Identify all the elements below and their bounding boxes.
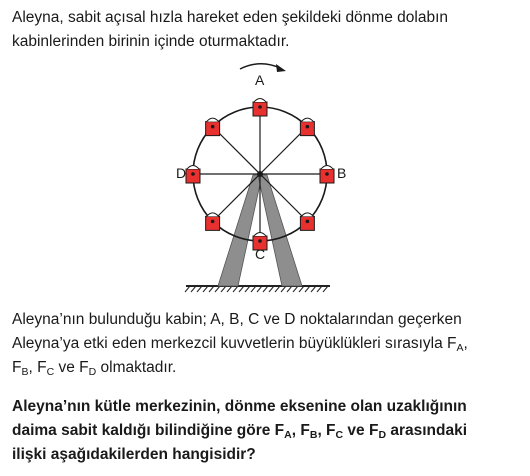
body-line-2: Aleyna’ya etki eden merkezcil kuvvetlerin büyüklükleri sırasıyla F — [12, 335, 457, 352]
cabin — [206, 118, 220, 135]
subscript-d: D — [88, 366, 97, 378]
force-f: , F — [317, 422, 336, 439]
intro-paragraph — [12, 6, 520, 54]
question-line-2-end: arasındaki — [386, 422, 468, 439]
cabin — [300, 118, 314, 135]
description-paragraph — [12, 308, 520, 380]
ground — [185, 286, 330, 292]
force-f: F — [12, 359, 22, 376]
cabin — [206, 213, 220, 231]
cabin — [320, 166, 334, 184]
subscript-a: A — [456, 342, 464, 354]
force-f: F — [37, 359, 47, 376]
label-c: C — [255, 246, 266, 262]
cabin — [253, 99, 267, 117]
force-f: , F — [291, 422, 310, 439]
ferris-wheel-figure — [0, 55, 530, 305]
subscript-b: B — [309, 429, 318, 441]
wheel-hub — [257, 171, 263, 177]
question-line-2: daima sabit kaldığı bilindiğine göre F — [12, 422, 285, 439]
cabin — [300, 213, 314, 231]
subscript-c: C — [335, 429, 344, 441]
conjunction: ve — [54, 359, 80, 376]
subscript-b: B — [21, 366, 29, 378]
label-a: A — [255, 72, 265, 88]
intro-line-1: Aleyna, sabit açısal hızla hareket eden şekildeki dönme dolabın — [12, 9, 448, 26]
force-f: ve F — [343, 422, 379, 439]
rotation-arrowhead — [276, 64, 286, 72]
question-line-1: Aleyna’nın kütle merkezinin, dönme eksenine olan uzaklığının — [12, 398, 467, 415]
rotation-arrow-icon — [240, 64, 280, 69]
subscript-d: D — [378, 429, 387, 441]
label-b: B — [337, 165, 347, 181]
comma: , — [28, 359, 38, 376]
force-f: F — [79, 359, 89, 376]
cabin — [186, 166, 200, 184]
body-line-1: Aleyna’nın bulunduğu kabin; A, B, C ve D noktalarından geçerken — [12, 311, 462, 328]
question-paragraph — [12, 395, 520, 467]
intro-line-2: kabinlerinden birinin içinde oturmaktadır. — [12, 33, 290, 50]
label-d: D — [176, 165, 187, 181]
subscript-c: C — [46, 366, 55, 378]
subscript-a: A — [284, 429, 292, 441]
comma: , — [463, 335, 468, 352]
body-line-3-end: olmaktadır. — [96, 359, 177, 376]
question-line-3: ilişki aşağıdakilerden hangisidir? — [12, 446, 256, 463]
